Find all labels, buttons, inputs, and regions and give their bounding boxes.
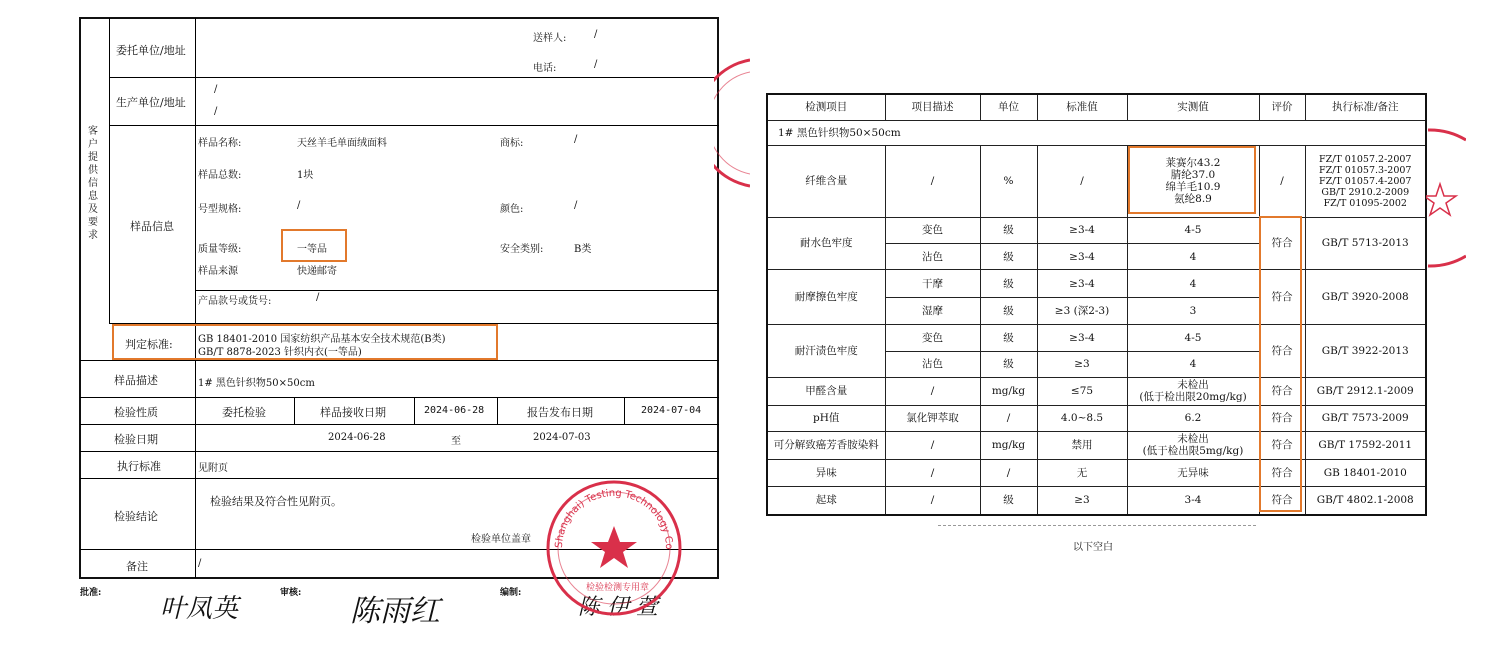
receive-date-label: 样品接收日期	[320, 406, 386, 419]
cell: /	[980, 405, 1037, 431]
cell: 无异味	[1127, 459, 1259, 486]
color-label: 颜色:	[500, 204, 524, 215]
cell: 沾色	[885, 243, 980, 269]
color-value: /	[574, 200, 578, 211]
cell: 异味	[767, 459, 885, 486]
cell: 6.2	[1127, 405, 1259, 431]
model-value: /	[297, 200, 301, 211]
header-cell: 检测项目	[767, 94, 885, 120]
compile-label: 编制:	[500, 588, 522, 598]
date-label: 检验日期	[114, 433, 158, 446]
cell: 变色	[885, 325, 980, 351]
review-label: 审核:	[280, 588, 302, 598]
cell: 甲醛含量	[767, 378, 885, 405]
cell: ≤75	[1037, 378, 1127, 405]
cell: ≥3-4	[1037, 270, 1127, 297]
sample-name-label: 样品名称:	[198, 138, 242, 149]
rub-item: 耐摩擦色牢度	[767, 270, 885, 325]
cell: mg/kg	[980, 378, 1037, 405]
header-cell: 标准值	[1037, 94, 1127, 120]
results-table	[766, 93, 1427, 516]
receive-date-value: 2024-06-28	[424, 405, 485, 416]
water-standard: GB/T 5713-2013	[1305, 217, 1426, 270]
desc-value: 1# 黑色针织物50×50cm	[198, 378, 315, 389]
nature-label: 检验性质	[114, 406, 158, 419]
desc-label: 样品描述	[114, 374, 158, 387]
svg-text:检验检测专用章: 检验检测专用章	[586, 583, 650, 593]
cell: 级	[980, 270, 1037, 297]
cell: 4.0~8.5	[1037, 405, 1127, 431]
cell: 级	[980, 325, 1037, 351]
sweat-item: 耐汗渍色牢度	[767, 325, 885, 378]
cell: 4	[1127, 270, 1259, 297]
header-cell: 执行标准/备注	[1305, 94, 1426, 120]
compile-signature: 陈 伊 萱	[578, 595, 658, 620]
cell: 沾色	[885, 351, 980, 377]
fiber-desc: /	[885, 146, 980, 217]
cell: 起球	[767, 486, 885, 515]
cell: GB/T 7573-2009	[1305, 405, 1426, 431]
article-value: /	[316, 292, 320, 303]
seal-label: 检验单位盖章	[471, 534, 531, 545]
cell: 干摩	[885, 270, 980, 297]
remark-label: 备注	[126, 560, 148, 573]
cell: 3-4	[1127, 486, 1259, 515]
cell: 4	[1127, 351, 1259, 377]
phone-value: /	[594, 59, 598, 70]
blank-note: 以下空白	[1073, 542, 1113, 553]
measured-fiber-highlight-box	[1128, 146, 1256, 214]
cell: 符合	[1259, 432, 1305, 459]
sample-info-label: 样品信息	[130, 220, 174, 233]
fiber-unit: %	[980, 146, 1037, 217]
header-cell: 项目描述	[885, 94, 980, 120]
review-signature: 陈雨红	[350, 594, 440, 629]
cell: 符合	[1259, 378, 1305, 405]
rub-standard: GB/T 3920-2008	[1305, 270, 1426, 325]
grade-label: 质量等级:	[198, 244, 242, 255]
cell: 符合	[1259, 459, 1305, 486]
header-cell: 单位	[980, 94, 1037, 120]
cell: 未检出 (低于检出限5mg/kg)	[1127, 432, 1259, 459]
cell: 变色	[885, 217, 980, 243]
fiber-standards: FZ/T 01057.2-2007 FZ/T 01057.3-2007 FZ/T 01057.4-2007 GB/T 2910.2-2009 FZ/T 01095-2002	[1305, 146, 1426, 217]
grade-value: 一等品	[297, 244, 327, 255]
cell: GB/T 17592-2011	[1305, 432, 1426, 459]
safety-value: B类	[574, 244, 592, 255]
grade-highlight-box	[281, 229, 347, 262]
cell: 4	[1127, 243, 1259, 269]
nature-value: 委托检验	[222, 406, 266, 419]
table-row	[767, 325, 1426, 351]
source-value: 快递邮寄	[297, 266, 337, 277]
fiber-std: /	[1037, 146, 1127, 217]
sample-count-label: 样品总数:	[198, 170, 242, 181]
cell: ≥3-4	[1037, 243, 1127, 269]
water-item: 耐水色牢度	[767, 217, 885, 270]
cell: mg/kg	[980, 432, 1037, 459]
cell: ≥3-4	[1037, 217, 1127, 243]
table-row	[767, 459, 1426, 486]
cell: 符合	[1259, 486, 1305, 515]
cell: /	[980, 459, 1037, 486]
source-label: 样品来源	[198, 266, 238, 277]
date-to: 2024-07-03	[533, 432, 591, 443]
cell: GB/T 4802.1-2008	[1305, 486, 1426, 515]
cell: 禁用	[1037, 432, 1127, 459]
edge-stamp-icon	[714, 58, 750, 188]
sender-value: /	[594, 29, 598, 40]
evaluation-column-highlight-box	[1259, 216, 1302, 512]
producer-value-2: /	[214, 106, 218, 117]
cell: /	[885, 378, 980, 405]
date-to-word: 至	[451, 436, 461, 447]
cell: 级	[980, 243, 1037, 269]
table-row	[767, 378, 1426, 405]
producer-value-1: /	[214, 84, 218, 95]
table-header-row	[767, 94, 1426, 120]
sweat-standard: GB/T 3922-2013	[1305, 325, 1426, 378]
cell: 可分解致癌芳香胺染料	[767, 432, 885, 459]
cell: 无	[1037, 459, 1127, 486]
cell: /	[885, 459, 980, 486]
cell: 氯化钾萃取	[885, 405, 980, 431]
safety-label: 安全类别:	[500, 244, 544, 255]
fiber-item: 纤维含量	[767, 146, 885, 217]
report-date-label: 报告发布日期	[527, 406, 593, 419]
sample-count-value: 1块	[297, 170, 314, 181]
producer-label: 生产单位/地址	[116, 96, 186, 109]
article-label: 产品款号或货号:	[198, 296, 272, 307]
fiber-measured: 莱赛尔43.2 腈纶37.0 绵羊毛10.9 氨纶8.9	[1127, 146, 1259, 217]
table-row	[767, 432, 1426, 459]
cell: 4-5	[1127, 217, 1259, 243]
cell: /	[885, 486, 980, 515]
header-cell: 实测值	[1127, 94, 1259, 120]
exec-label: 执行标准	[117, 460, 161, 473]
cell: 符合	[1259, 405, 1305, 431]
sample-name-value: 天丝羊毛单面绒面料	[297, 138, 387, 149]
approve-label: 批准:	[80, 588, 102, 598]
date-from: 2024-06-28	[328, 432, 386, 443]
judge-label: 判定标准:	[125, 338, 173, 351]
cell: ≥3	[1037, 351, 1127, 377]
right-edge-stamp-icon	[1426, 128, 1466, 268]
trademark-value: /	[574, 134, 578, 145]
water-eval: 符合	[1259, 217, 1305, 270]
cell: pH值	[767, 405, 885, 431]
cell: 级	[980, 297, 1037, 324]
table-row	[767, 217, 1426, 243]
sweat-eval: 符合	[1259, 325, 1305, 378]
approve-signature: 叶凤英	[160, 594, 239, 624]
table-row	[767, 270, 1426, 297]
conclusion-label: 检验结论	[114, 510, 158, 523]
cell: 级	[980, 351, 1037, 377]
report-date-value: 2024-07-04	[641, 405, 702, 416]
header-cell: 评价	[1259, 94, 1305, 120]
judge-line-2: GB/T 8878-2023 针织内衣(一等品)	[198, 347, 362, 358]
cell: 级	[980, 217, 1037, 243]
rub-eval: 符合	[1259, 270, 1305, 325]
cell: 湿摩	[885, 297, 980, 324]
cell: 4-5	[1127, 325, 1259, 351]
client-label: 委托单位/地址	[116, 44, 186, 57]
trademark-label: 商标:	[500, 138, 524, 149]
sample-row: 1# 黑色针织物50×50cm	[767, 120, 1426, 145]
remark-value: /	[198, 558, 202, 569]
cell: ≥3-4	[1037, 325, 1127, 351]
client-info-side-label: 客户提供信息及要求	[88, 126, 98, 241]
table-row	[767, 486, 1426, 515]
inspection-stamp-icon	[544, 478, 684, 618]
table-row	[767, 146, 1426, 217]
cell: 未检出 (低于检出限20mg/kg)	[1127, 378, 1259, 405]
phone-label: 电话:	[533, 63, 557, 74]
svg-text:Shanghai) Testing Technology C: Shanghai) Testing Technology Co	[553, 487, 675, 550]
cell: /	[885, 432, 980, 459]
sender-label: 送样人:	[533, 33, 567, 44]
conclusion-value: 检验结果及符合性见附页。	[210, 495, 342, 508]
cell: 3	[1127, 297, 1259, 324]
cell: 级	[980, 486, 1037, 515]
cell: ≥3 (深2-3)	[1037, 297, 1127, 324]
blank-separator	[938, 525, 1256, 526]
cell: ≥3	[1037, 486, 1127, 515]
judge-line-1: GB 18401-2010 国家纺织产品基本安全技术规范(B类)	[198, 334, 446, 345]
cell: GB 18401-2010	[1305, 459, 1426, 486]
fiber-eval: /	[1259, 146, 1305, 217]
exec-value: 见附页	[198, 463, 228, 474]
cell: GB/T 2912.1-2009	[1305, 378, 1426, 405]
table-row	[767, 405, 1426, 431]
model-label: 号型规格:	[198, 204, 242, 215]
